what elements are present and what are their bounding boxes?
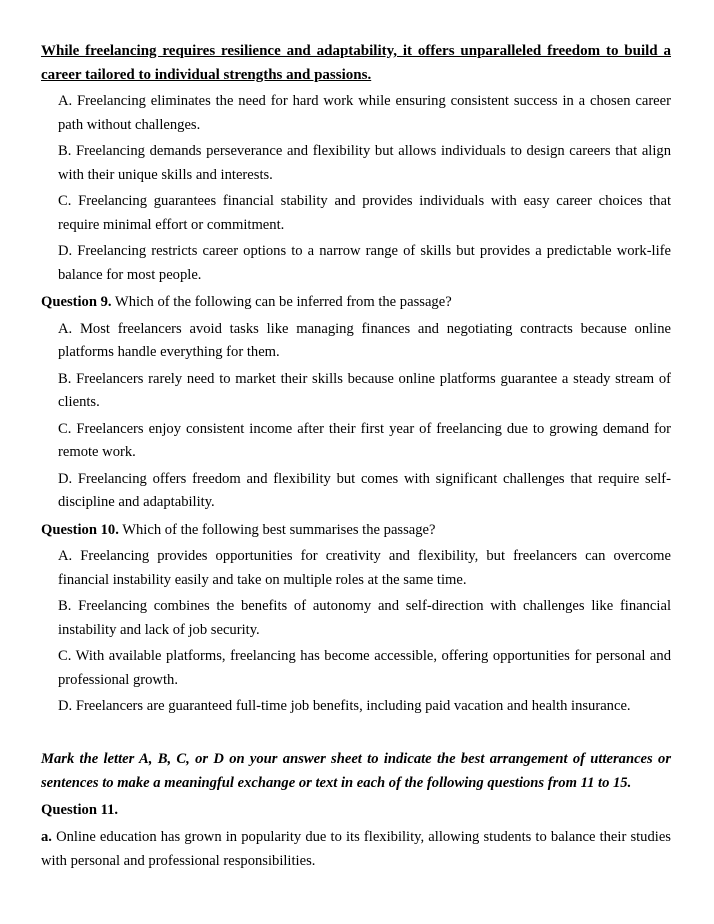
- q8-option-c[interactable]: C. Freelancing guarantees financial stability and provides individuals with easy career choices that require minimal effort or commitment.: [58, 193, 671, 233]
- question-9: [41, 291, 671, 315]
- question-11-label: Question 11.: [41, 801, 119, 818]
- q9-option-c[interactable]: C. Freelancers enjoy consistent income after their first year of freelancing due to growing demand for remote work.: [58, 420, 671, 460]
- item-a-text: Online education has grown in popularity due to its flexibility, allowing students to balance their studies with personal and professional responsibilities.: [41, 828, 671, 869]
- question-10: [41, 519, 671, 543]
- q10-option-c[interactable]: C. With available platforms, freelancing has become accessible, offering opportunities for personal and professional growth.: [58, 648, 671, 688]
- question-8-stem: While freelancing requires resilience and adaptability, it offers unparalleled freedom to build a career tailored to individual strengths and passions.: [41, 43, 671, 83]
- q9-option-d[interactable]: D. Freelancing offers freedom and flexibility but comes with significant challenges that require self-discipline and adaptability.: [58, 470, 671, 510]
- item-a-label: a.: [41, 828, 52, 845]
- q9-option-a[interactable]: A. Most freelancers avoid tasks like managing finances and negotiating contracts because online platforms handle everything for them.: [58, 320, 671, 360]
- document-page: [41, 40, 671, 873]
- section-instruction: Mark the letter A, B, C, or D on your answer sheet to indicate the best arrangement of utterances or sentences to make a meaningful exchange or text in each of the following questions from 11 to 15.: [41, 750, 671, 791]
- q10-option-d[interactable]: D. Freelancers are guaranteed full-time job benefits, including paid vacation and health insurance.: [58, 698, 631, 714]
- question-11-item-a: [41, 825, 671, 873]
- q9-option-b[interactable]: B. Freelancers rarely need to market their skills because online platforms guarantee a steady stream of clients.: [58, 370, 671, 410]
- q8-option-a[interactable]: A. Freelancing eliminates the need for hard work while ensuring consistent success in a chosen career path without challenges.: [58, 93, 671, 133]
- question-10-label: Question 10.: [41, 521, 119, 538]
- q10-option-b[interactable]: B. Freelancing combines the benefits of autonomy and self-direction with challenges like financial instability and lack of job security.: [58, 598, 671, 638]
- question-9-label: Question 9.: [41, 294, 112, 310]
- q8-option-d[interactable]: D. Freelancing restricts career options to a narrow range of skills but provides a predictable work-life balance for most people.: [58, 243, 671, 283]
- question-10-text: Which of the following best summarises the passage?: [118, 521, 436, 538]
- q10-option-a[interactable]: A. Freelancing provides opportunities for creativity and flexibility, but freelancers can overcome financial instability easily and take on multiple roles at the same time.: [58, 548, 671, 588]
- q8-option-b[interactable]: B. Freelancing demands perseverance and flexibility but allows individuals to design careers that align with their unique skills and interests.: [58, 143, 671, 183]
- question-9-text: Which of the following can be inferred from the passage?: [111, 294, 452, 310]
